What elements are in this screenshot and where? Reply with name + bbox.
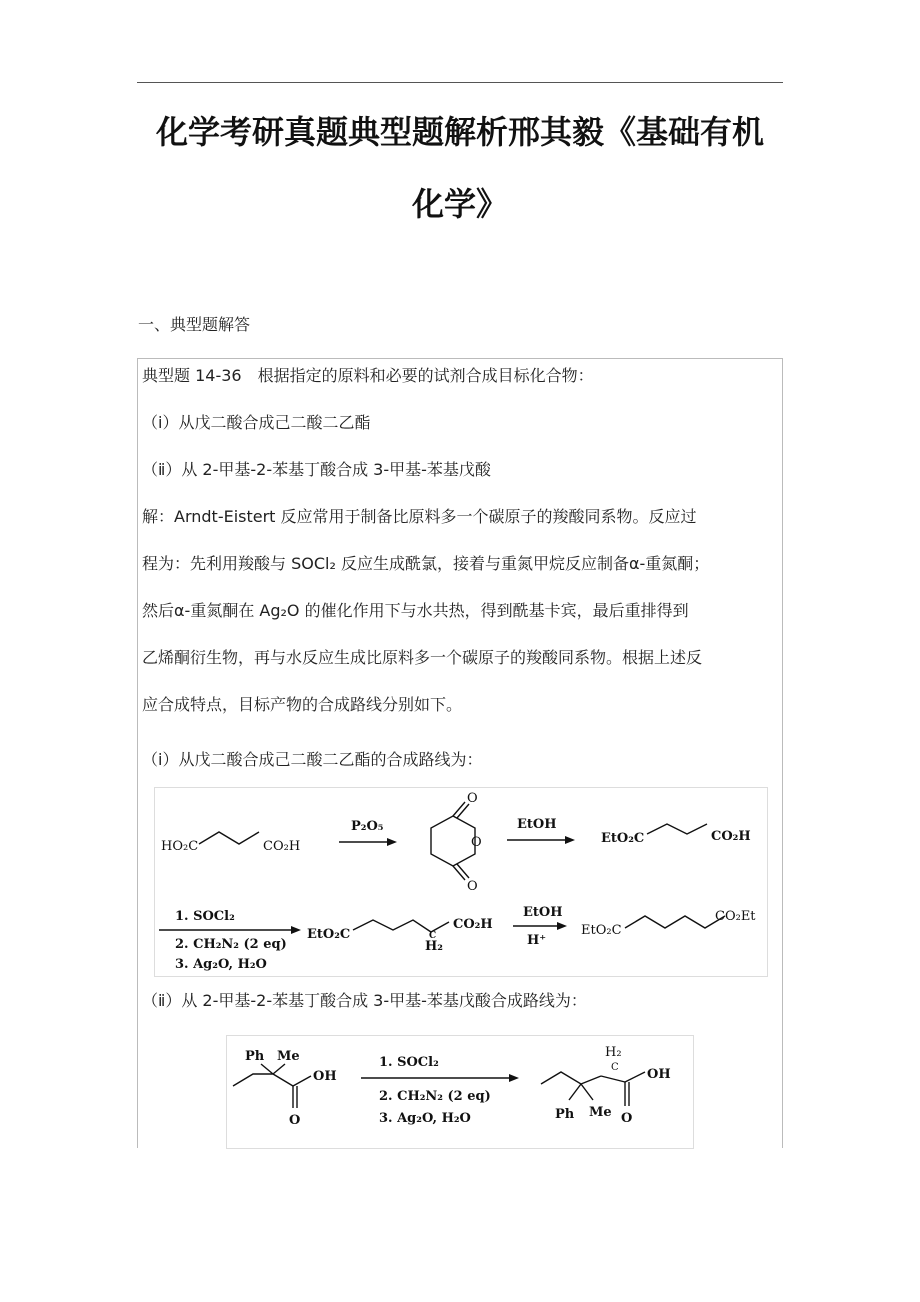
glutaric-acid-left-group: HO₂C (161, 839, 199, 854)
anhydride-carbonyl-bottom-double (457, 864, 469, 878)
solution-paragraph (142, 493, 782, 728)
homolog-acid-left-group: EtO₂C (307, 927, 351, 942)
glutaric-acid-chain (199, 832, 259, 844)
monoester-right-group: CO₂H (711, 829, 751, 844)
document-title (137, 96, 783, 240)
problem-box (137, 358, 783, 1148)
diethyl-adipate-right-group: CO₂Et (715, 909, 756, 924)
anhydride-o-bottom: O (467, 879, 478, 894)
product-ph: Ph (555, 1107, 575, 1122)
solution-line: 应合成特点，目标产物的合成路线分别如下。 (142, 695, 463, 714)
homolog-acid-right-group: CO₂H (453, 917, 493, 932)
reactant-o: O (289, 1113, 301, 1128)
problem-part-1: （ⅰ）从戊二酸合成己二酸二乙酯 (142, 413, 371, 432)
reactant-oh-bond (293, 1076, 311, 1086)
step-3-reagent-2: 2. CH₂N₂ (2 eq) (175, 937, 287, 952)
step-1-reagent: P₂O₅ (351, 819, 384, 834)
scheme-2-arrow-head (509, 1074, 519, 1082)
anhydride-carbonyl-top (453, 802, 465, 816)
reactant-ph: Ph (245, 1049, 265, 1064)
problem-part-2: （ⅱ）从 2-甲基-2-苯基丁酸合成 3-甲基-苯基戊酸 (142, 460, 491, 479)
synthesis-scheme-1 (154, 787, 768, 977)
route-2-label: （ⅱ）从 2-甲基-2-苯基丁酸合成 3-甲基-苯基戊酸合成路线为： (142, 991, 587, 1010)
monoester-left-group: EtO₂C (601, 831, 645, 846)
solution-line: 乙烯酮衍生物，再与水反应生成比原料多一个碳原子的羧酸同系物。根据上述反 (142, 648, 703, 667)
title-line-1: 化学考研真题典型题解析邢其毅《基础有机 (155, 113, 764, 151)
reactant-oh: OH (313, 1069, 337, 1084)
product-ph-bond (569, 1084, 581, 1100)
anhydride-carbonyl-bottom (453, 866, 465, 880)
step-4-reagent-1: EtOH (523, 905, 563, 920)
scheme-1-drawing (155, 788, 767, 976)
scheme-2-reagent-2: 2. CH₂N₂ (2 eq) (379, 1089, 491, 1104)
glutaric-acid-right-group: CO₂H (263, 839, 301, 854)
product-o: O (621, 1111, 633, 1126)
section-heading: 一、典型题解答 (138, 315, 251, 334)
diethyl-adipate-chain (625, 916, 725, 928)
monoester-chain (647, 824, 707, 834)
top-rule (137, 82, 783, 83)
reactant-ethyl-bond (233, 1074, 293, 1086)
product-ch2-bond (601, 1076, 625, 1082)
product-oh-bond (625, 1072, 645, 1082)
product-h2: H₂ (605, 1045, 622, 1060)
arrow-step-2-head (565, 836, 575, 844)
problem-header: 典型题 14-36 根据指定的原料和必要的试剂合成目标化合物： (142, 366, 594, 385)
step-3-reagent-1: 1. SOCl₂ (175, 909, 235, 924)
reactant-me-bond (273, 1064, 285, 1074)
product-me-bond (581, 1084, 593, 1100)
solution-line: 程为：先利用羧酸与 SOCl₂ 反应生成酰氯，接着与重氮甲烷反应制备α-重氮酮； (142, 554, 710, 573)
solution-line: 然后α-重氮酮在 Ag₂O 的催化作用下与水共热，得到酰基卡宾，最后重排得到 (142, 601, 689, 620)
anhydride-carbonyl-top-double (457, 804, 469, 818)
product-oh: OH (647, 1067, 671, 1082)
anhydride-o-top: O (467, 791, 478, 806)
diethyl-adipate-left-group: EtO₂C (581, 923, 622, 938)
reactant-me: Me (277, 1049, 300, 1064)
scheme-2-reagent-3: 3. Ag₂O, H₂O (379, 1111, 471, 1126)
anhydride-o-ring: O (471, 835, 482, 850)
step-4-reagent-2: H⁺ (527, 933, 547, 948)
reactant-ph-bond (261, 1064, 273, 1074)
product-me: Me (589, 1105, 612, 1120)
product-c: C (611, 1062, 619, 1073)
arrow-step-4-head (557, 922, 567, 930)
route-1-label: （ⅰ）从戊二酸合成己二酸二乙酯的合成路线为： (142, 750, 483, 769)
homolog-acid-ch2-h: H₂ (425, 939, 443, 954)
homolog-acid-ch2-c: C (429, 931, 437, 941)
arrow-step-3-head (291, 926, 301, 934)
arrow-step-1-head (387, 838, 397, 846)
step-3-reagent-3: 3. Ag₂O, H₂O (175, 957, 267, 972)
solution-line: 解：Arndt-Eistert 反应常用于制备比原料多一个碳原子的羧酸同系物。反应过 (142, 507, 697, 526)
scheme-2-reagent-1: 1. SOCl₂ (379, 1055, 439, 1070)
product-ethyl-bond (541, 1072, 601, 1084)
title-line-2: 化学》 (411, 185, 508, 223)
scheme-2-drawing (227, 1036, 693, 1148)
synthesis-scheme-2 (226, 1035, 694, 1149)
step-2-reagent: EtOH (517, 817, 557, 832)
anhydride-ring (431, 816, 475, 866)
